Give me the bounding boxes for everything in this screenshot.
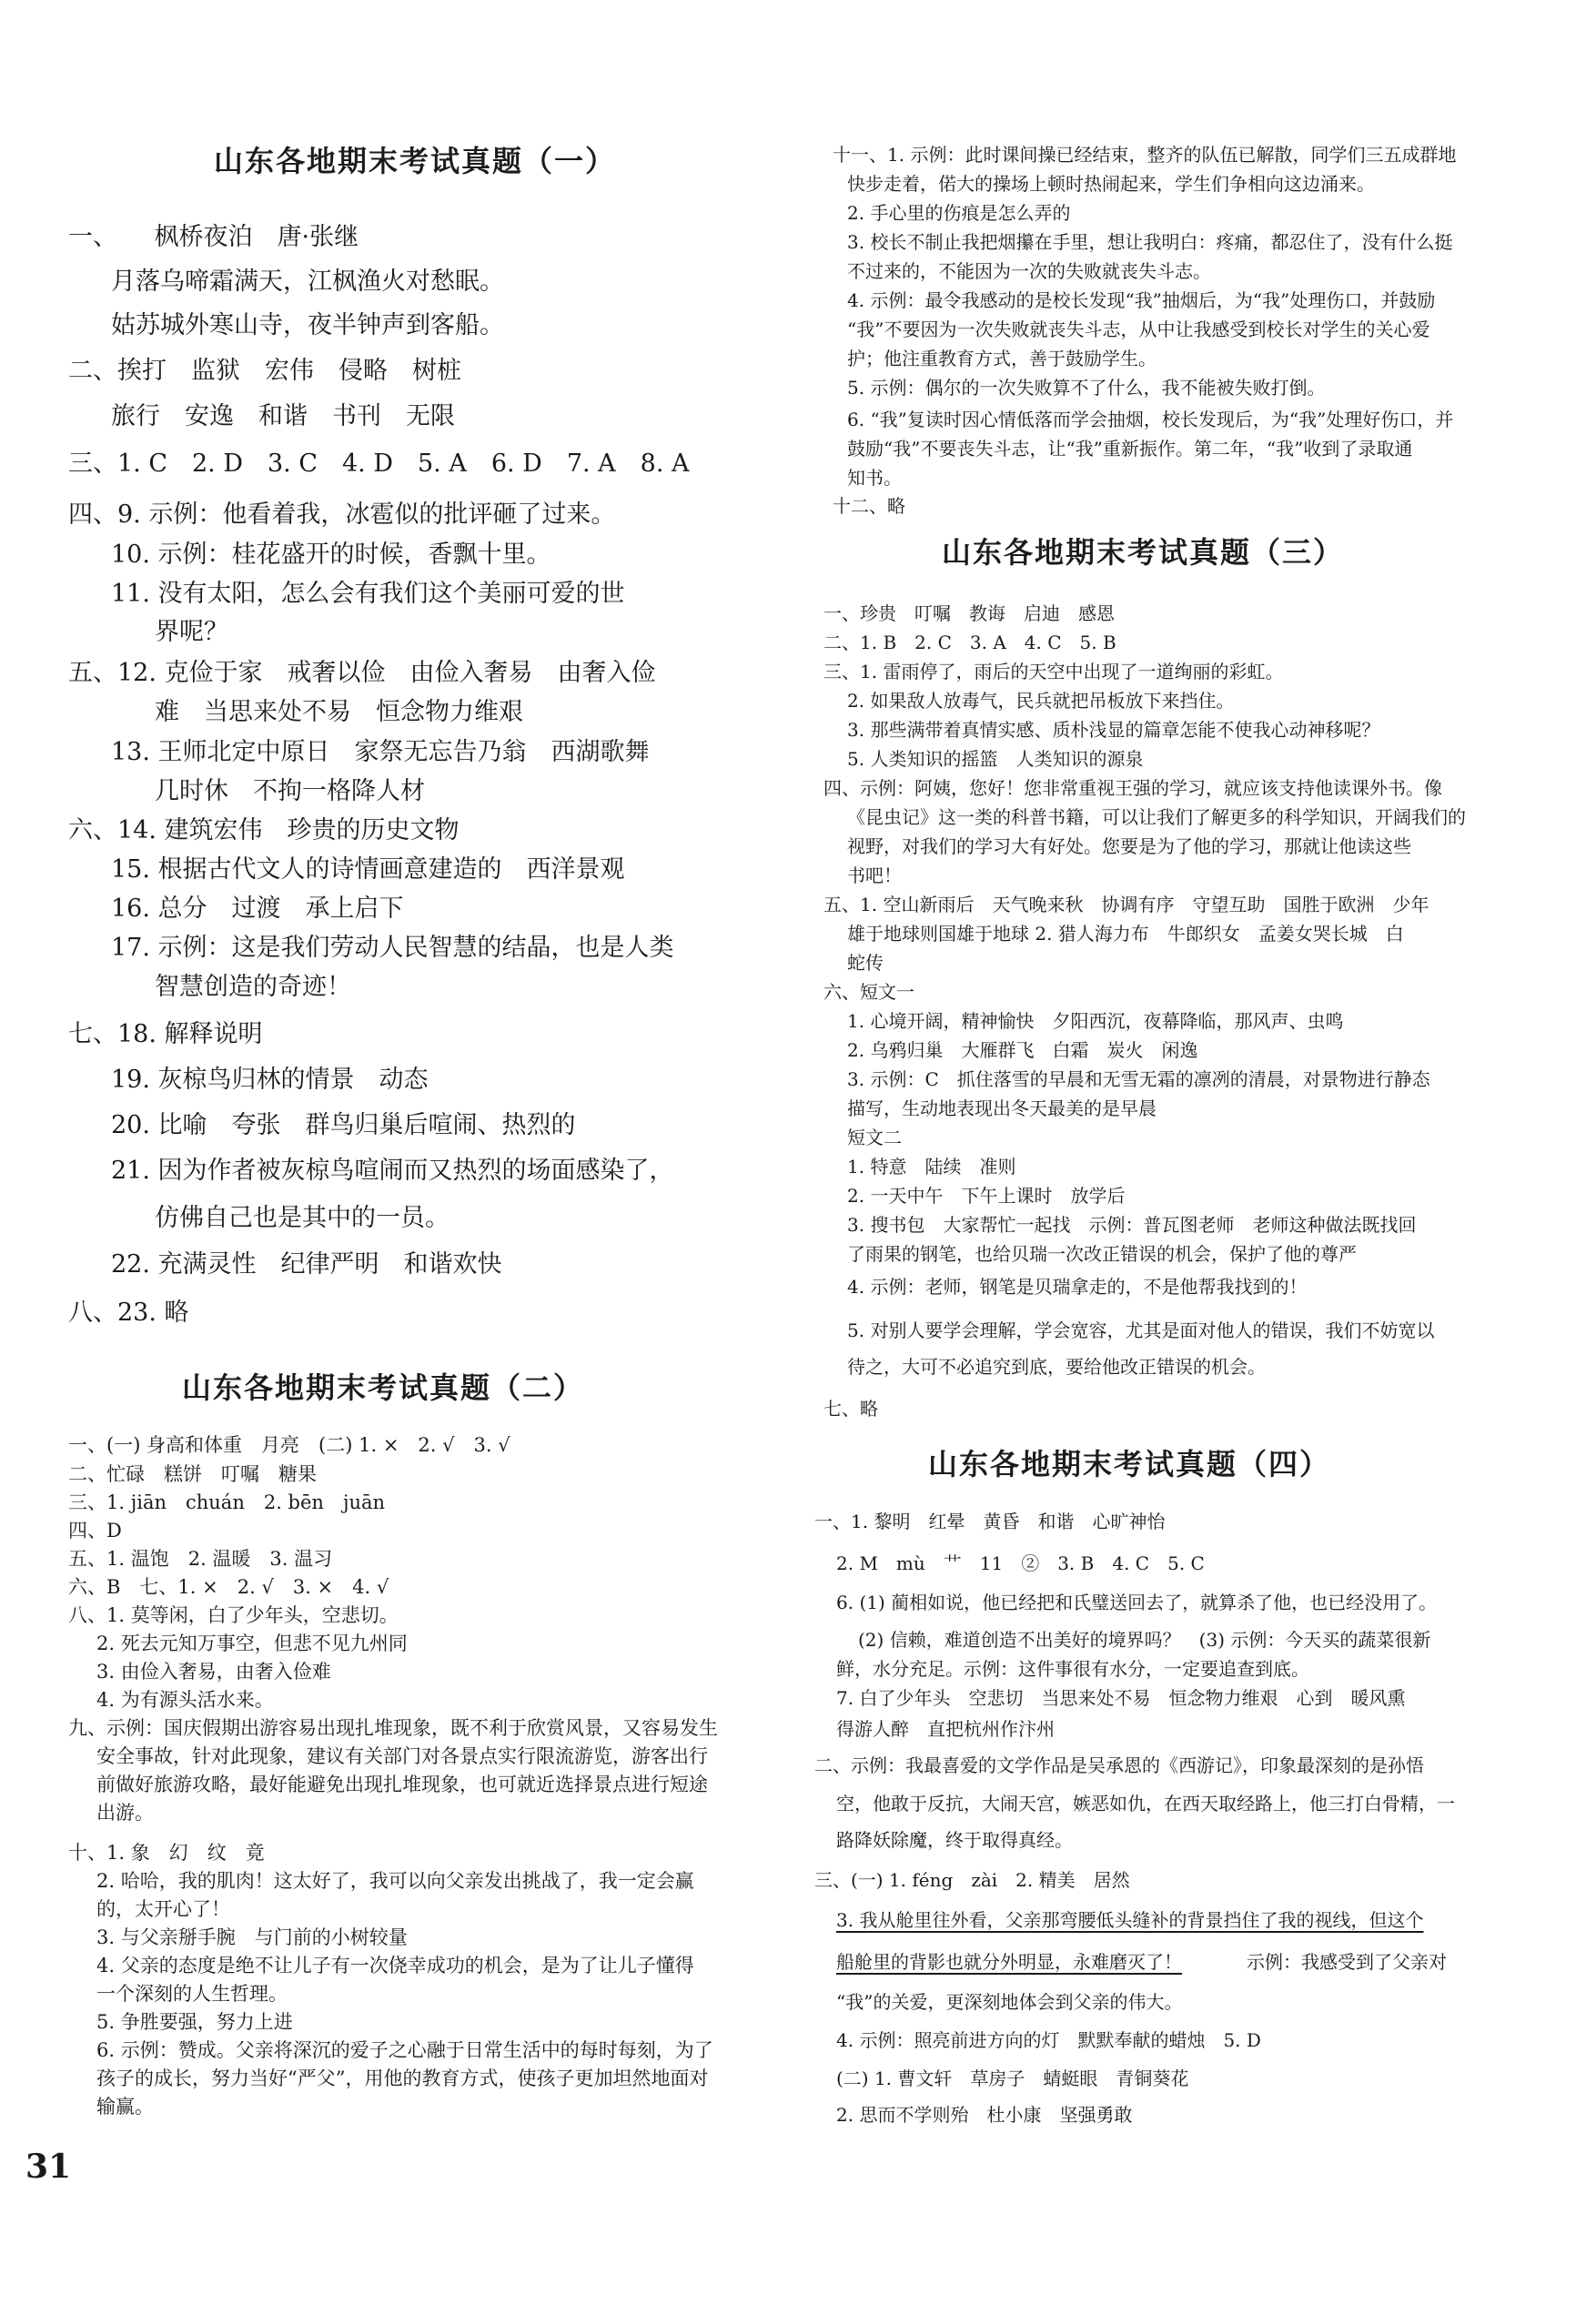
s1-line-18: 智慧创造的奇迹！ (155, 973, 351, 1001)
s1-line-15: 15. 根据古代文人的诗情画意建造的 西洋景观 (111, 855, 625, 884)
s2-line-6: 八、1. 莫等闲，白了少年头，空悲切。 (68, 1604, 399, 1626)
section-4-title: 山东各地期末考试真题（四） (928, 1447, 1331, 1481)
s3-line-4: 3. 那些满带着真情实感、质朴浅显的篇章怎能不使我心动神移呢？ (847, 719, 1380, 741)
s2b-line-11: 知书。 (847, 467, 902, 489)
s2-line-8: 3. 由俭入奢易，由奢入俭难 (96, 1661, 331, 1683)
s2b-line-10: 鼓励“我”不要丧失斗志，让“我”重新振作。第二年，“我”收到了录取通 (847, 438, 1413, 460)
s3-line-25: 待之，大可不必追究到底，要给他改正错误的机会。 (847, 1356, 1266, 1378)
s3-line-9: 书吧！ (847, 864, 902, 886)
s1-line-16: 16. 总分 过渡 承上启下 (111, 895, 404, 923)
s1-line-2: 姑苏城外寒山寺，夜半钟声到客船。 (111, 311, 504, 339)
s2-line-4: 五、1. 温饱 2. 温暖 3. 温习 (68, 1548, 333, 1570)
page-number: 31 (25, 2148, 72, 2186)
s2b-line-8: 5. 示例：偶尔的一次失败算不了什么，我不能被失败打倒。 (847, 377, 1326, 399)
s4-line-13: 示例：我感受到了父亲对 (1247, 1951, 1447, 1973)
s4-line-0: 一、1. 黎明 红晕 黄昏 和谐 心旷神怡 (814, 1511, 1166, 1532)
s4-line-12 (836, 1947, 1182, 1974)
section-1-title: 山东各地期末考试真题（一） (214, 144, 617, 178)
s3-line-5: 5. 人类知识的摇篮 人类知识的源泉 (847, 748, 1144, 770)
s1-line-0: 一、 枫桥夜泊 唐·张继 (68, 223, 359, 251)
s1-line-24: 22. 充满灵性 纪律严明 和谐欢快 (111, 1250, 502, 1279)
s1-line-17: 17. 示例：这是我们劳动人民智慧的结晶，也是人类 (111, 934, 674, 962)
s1-line-11: 难 当思来处不易 恒念物力维艰 (155, 698, 523, 726)
section-3-title: 山东各地期末考试真题（三） (942, 535, 1345, 570)
s3-line-12: 蛇传 (847, 952, 884, 974)
s2-line-23: 输赢。 (96, 2096, 154, 2118)
s3-line-13: 六、短文一 (823, 981, 914, 1003)
s2b-line-6: “我”不要因为一次失败就丧失斗志，从中让我感受到校长对学生的关心爱 (847, 318, 1430, 340)
s3-line-26: 七、略 (823, 1398, 878, 1420)
s2b-line-9: 6. “我”复读时因心情低落而学会抽烟，校长发现后，为“我”处理好伤口，并 (847, 409, 1454, 430)
s1-line-10: 五、12. 克俭于家 戒奢以俭 由俭入奢易 由奢入俭 (68, 659, 656, 687)
s3-line-20: 2. 一天中午 下午上课时 放学后 (847, 1185, 1126, 1207)
s3-line-22: 了雨果的钢笔，也给贝瑞一次改正错误的机会，保护了他的尊严 (847, 1243, 1357, 1265)
s2-line-15: 2. 哈哈，我的肌肉！这太好了，我可以向父亲发出挑战了，我一定会赢 (96, 1870, 694, 1892)
s4-line-11 (836, 1906, 1423, 1932)
s2-line-22: 孩子的成长，努力当好“严父”，用他的教育方式，使孩子更加坦然地面对 (96, 2067, 709, 2089)
s3-line-1: 二、1. B 2. C 3. A 4. C 5. B (823, 632, 1116, 653)
s1-line-20: 19. 灰椋鸟归林的情景 动态 (111, 1066, 429, 1094)
s1-line-1: 月落乌啼霜满天，江枫渔火对愁眠。 (111, 268, 504, 296)
s2b-line-1: 快步走着，偌大的操场上顿时热闹起来，学生们争相向这边涌来。 (847, 173, 1375, 195)
s2-line-18: 4. 父亲的态度是绝不让儿子有一次侥幸成功的机会，是为了让儿子懂得 (96, 1955, 694, 1976)
s2-line-1: 二、忙碌 糕饼 叮嘱 糖果 (68, 1463, 317, 1485)
s3-line-3: 2. 如果敌人放毒气，民兵就把吊板放下来挡住。 (847, 690, 1235, 712)
s1-line-21: 20. 比喻 夸张 群鸟归巢后喧闹、热烈的 (111, 1111, 576, 1139)
s1-line-4: 旅行 安逸 和谐 书刊 无限 (111, 402, 455, 430)
s2-line-11: 安全事故，针对此现象，建议有关部门对各景点实行限流游览，游客出行 (96, 1745, 708, 1767)
s4-line-9: 路降妖除魔，终于取得真经。 (836, 1829, 1073, 1851)
s3-line-7: 《昆虫记》这一类的科普书籍，可以让我们了解更多的科学知识，开阔我们的 (847, 806, 1466, 828)
s2-line-17: 3. 与父亲掰手腕 与门前的小树较量 (96, 1926, 408, 1948)
s4-line-14: “我”的关爱，更深刻地体会到父亲的伟大。 (836, 1991, 1183, 2013)
s3-line-11: 雄于地球则国雄于地球 2. 猎人海力布 牛郎织女 孟姜女哭长城 白 (847, 923, 1404, 945)
s2-line-19: 一个深刻的人生哲理。 (96, 1983, 288, 2005)
s4-line-3: (2) 信赖，难道创造不出美好的境界吗？ (3) 示例：今天买的蔬菜很新 (858, 1629, 1431, 1651)
s3-line-15: 2. 乌鸦归巢 大雁群飞 白霜 炭火 闲逸 (847, 1039, 1198, 1061)
s1-line-14: 六、14. 建筑宏伟 珍贵的历史文物 (68, 816, 460, 844)
s2-line-5: 六、B 七、1. × 2. √ 3. × 4. √ (68, 1576, 389, 1598)
s1-line-9: 界呢？ (155, 618, 228, 646)
s1-line-23: 仿佛自己也是其中的一员。 (155, 1204, 450, 1232)
s2b-line-3: 3. 校长不制止我把烟攥在手里，想让我明白：疼痛，都忍住了，没有什么挺 (847, 231, 1453, 253)
s2-line-16: 的，太开心了！ (96, 1898, 230, 1920)
s1-line-25: 八、23. 略 (68, 1299, 189, 1327)
s4-line-15: 4. 示例：照亮前进方向的灯 默默奉献的蜡烛 5. D (836, 2029, 1261, 2051)
s3-line-21: 3. 搜书包 大家帮忙一起找 示例：普瓦图老师 老师这种做法既找回 (847, 1214, 1417, 1236)
s3-line-0: 一、珍贵 叮嘱 教诲 启迪 感恩 (823, 602, 1115, 624)
s2b-line-0: 十一、1. 示例：此时课间操已经结束，整齐的队伍已解散，同学们三五成群地 (833, 144, 1457, 166)
s1-line-22: 21. 因为作者被灰椋鸟喧闹而又热烈的场面感染了， (111, 1157, 674, 1185)
s1-line-6: 四、9. 示例：他看着我，冰雹似的批评砸了过来。 (68, 500, 616, 529)
s1-line-5: 三、1. C 2. D 3. C 4. D 5. A 6. D 7. A 8. A (68, 450, 690, 478)
s4-line-17: 2. 思而不学则殆 杜小康 坚强勇敢 (836, 2104, 1133, 2126)
s4-line-8: 空，他敢于反抗，大闹天宫，嫉恶如仇，在西天取经路上，他三打白骨精，一 (836, 1793, 1455, 1815)
s2-line-9: 4. 为有源头活水来。 (96, 1689, 274, 1711)
s2-line-0: 一、(一) 身高和体重 月亮 (二) 1. × 2. √ 3. √ (68, 1434, 510, 1456)
s2-line-20: 5. 争胜要强，努力上进 (96, 2011, 293, 2033)
s4-line-4: 鲜，水分充足。示例：这件事很有水分，一定要追查到底。 (836, 1658, 1309, 1680)
s3-line-24: 5. 对别人要学会理解，学会宽容，尤其是面对他人的错误，我们不妨宽以 (847, 1319, 1435, 1341)
s4-line-7: 二、示例：我最喜爱的文学作品是吴承恩的《西游记》，印象最深刻的是孙悟 (814, 1754, 1424, 1776)
s3-line-6: 四、示例：阿姨，您好！您非常重视王强的学习，就应该支持他读课外书。像 (823, 777, 1442, 799)
s1-line-7: 10. 示例：桂花盛开的时候，香飘十里。 (111, 541, 551, 569)
s2-line-13: 出游。 (96, 1802, 154, 1824)
s3-line-2: 三、1. 雷雨停了，雨后的天空中出现了一道绚丽的彩虹。 (823, 661, 1284, 682)
s4-line-5: 7. 白了少年头 空悲切 当思来处不易 恒念物力维艰 心到 暖风熏 (836, 1687, 1406, 1709)
s4-line-2: 6. (1) 蔺相如说，他已经把和氏璧送回去了，就算杀了他，也已经没用了。 (836, 1592, 1438, 1613)
s3-line-23: 4. 示例：老师，钢笔是贝瑞拿走的，不是他帮我找到的！ (847, 1276, 1308, 1298)
s1-line-8: 11. 没有太阳，怎么会有我们这个美丽可爱的世 (111, 580, 625, 608)
s3-line-17: 描写，生动地表现出冬天最美的是早晨 (847, 1097, 1157, 1119)
s3-line-14: 1. 心境开阔，精神愉快 夕阳西沉，夜幕降临，那风声、虫鸣 (847, 1010, 1344, 1032)
s2b-line-2: 2. 手心里的伤痕是怎么弄的 (847, 202, 1071, 224)
s2-line-12: 前做好旅游攻略，最好能避免出现扎堆现象，也可就近选择景点进行短途 (96, 1774, 708, 1795)
s4-line-6: 得游人醉 直把杭州作汴州 (836, 1718, 1055, 1740)
s2-line-2: 三、1. jiān chuán 2. bēn juān (68, 1491, 386, 1513)
s4-line-11-underlined: 3. 我从舱里往外看，父亲那弯腰低头缝补的背景挡住了我的视线，但这个 (836, 1909, 1424, 1931)
section-2-title: 山东各地期末考试真题（二） (182, 1370, 585, 1405)
s4-line-1: 2. M mù 艹 11 ② 3. B 4. C 5. C (836, 1552, 1205, 1574)
s3-line-8: 视野，对我们的学习大有好处。您要是为了他的学习，那就让他读这些 (847, 835, 1411, 857)
s2b-line-12: 十二、略 (833, 495, 905, 517)
s2b-line-7: 护；他注重教育方式，善于鼓励学生。 (847, 348, 1157, 369)
s3-line-19: 1. 特意 陆续 准则 (847, 1156, 1016, 1178)
s4-line-16: (二) 1. 曹文轩 草房子 蜻蜓眼 青铜葵花 (836, 2067, 1189, 2089)
s1-line-13: 几时休 不拘一格降人材 (155, 777, 425, 805)
s1-line-3: 二、挨打 监狱 宏伟 侵略 树桩 (68, 357, 461, 385)
s3-line-16: 3. 示例：C 抓住落雪的早晨和无雪无霜的凛冽的清晨，对景物进行静态 (847, 1068, 1430, 1090)
s2b-line-4: 不过来的，不能因为一次的失败就丧失斗志。 (847, 260, 1211, 282)
s3-line-10: 五、1. 空山新雨后 天气晚来秋 协调有序 守望互助 国胜于欧洲 少年 (823, 894, 1429, 915)
s2b-line-5: 4. 示例：最令我感动的是校长发现“我”抽烟后，为“我”处理伤口，并鼓励 (847, 289, 1436, 311)
s2-line-21: 6. 示例：赞成。父亲将深沉的爱子之心融于日常生活中的每时每刻，为了 (96, 2039, 713, 2061)
s3-line-18: 短文二 (847, 1127, 902, 1148)
s1-line-12: 13. 王师北定中原日 家祭无忘告乃翁 西湖歌舞 (111, 738, 650, 766)
s1-line-19: 七、18. 解释说明 (68, 1020, 263, 1048)
s2-line-3: 四、D (68, 1520, 122, 1542)
s4-line-10: 三、(一) 1. féng zài 2. 精美 居然 (814, 1869, 1130, 1891)
s2-line-14: 十、1. 象 幻 纹 竟 (68, 1842, 265, 1864)
s2-line-7: 2. 死去元知万事空，但悲不见九州同 (96, 1633, 408, 1654)
s4-line-12-underlined: 船舱里的背影也就分外明显，永难磨灭了！ (836, 1951, 1182, 1973)
s2-line-10: 九、示例：国庆假期出游容易出现扎堆现象，既不利于欣赏风景，又容易发生 (68, 1717, 718, 1739)
